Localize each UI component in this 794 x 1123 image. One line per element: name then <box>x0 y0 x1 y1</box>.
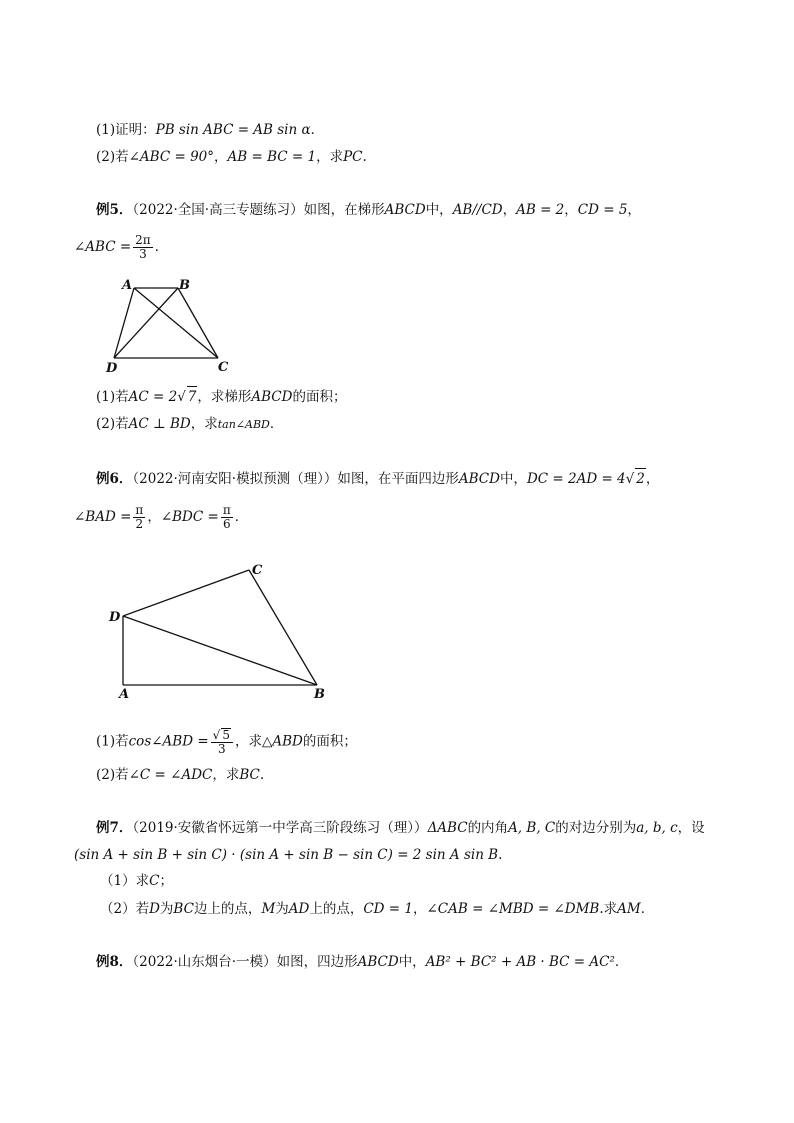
label-b: B <box>179 278 190 293</box>
edge-dc <box>123 570 249 616</box>
diag-db <box>123 616 317 685</box>
label-d: D <box>109 610 121 625</box>
p4-q1: (1)证明：PB sin ABC = AB sin α． <box>96 122 325 138</box>
edge-bc <box>178 288 218 358</box>
ex5-q1: (1)若AC = 2√ 7，求梯形ABCD的面积； <box>96 386 346 407</box>
edge-cb <box>249 570 317 685</box>
ex6-quadrilateral-figure <box>104 558 340 708</box>
ex8-line1: 例8．（2022·山东烟台·一模）如图，四边形ABCD中，AB² + BC² + AB · BC = AC²． <box>96 954 629 970</box>
p4-q2: (2)若∠ABC = 90°，AB = BC = 1，求PC. <box>96 149 367 165</box>
ex7-q2: （2）若D为BC边上的点，M为AD上的点，CD = 1，∠CAB = ∠MBD = ∠DMB.求AM． <box>100 901 655 917</box>
label-a: A <box>122 278 133 293</box>
ex5-fraction: $\frac{2\pi}{3}$ <box>135 233 151 261</box>
label-a: A <box>119 687 130 702</box>
ex6-tag: 例6． <box>96 471 133 487</box>
ex7-line1: 例7．（2019·安徽省怀远第一中学高三阶段练习（理））ΔABC的内角A, B, C的对边分别为a, b, c，设 <box>96 820 705 836</box>
ex5-line2: ∠ABC = $\frac{2\pi}{3}$ ． <box>74 233 169 261</box>
label-c: C <box>252 563 263 578</box>
ex5-line1: 例5．（2022·全国·高三专题练习）如图，在梯形ABCD中，AB//CD，AB = 2，CD = 5， <box>96 202 641 218</box>
ex6-q1-fraction: $\frac{√ 5}{3}$ <box>211 728 233 756</box>
label-b: B <box>314 687 325 702</box>
ex6-line1: 例6．（2022·河南安阳·模拟预测（理））如图，在平面四边形ABCD中，DC = 2AD = 4√ 2， <box>96 468 659 489</box>
ex5-trapezoid-figure <box>100 276 240 380</box>
ex6-line2: ∠BAD = $\frac{\pi}{2}$ ，∠BDC = $\frac{\pi}{6}$ ． <box>74 503 249 531</box>
ex6-fraction-2: $\frac{\pi}{6}$ <box>222 503 231 531</box>
ex5-q2: (2)若AC ⊥ BD，求tan∠ABD． <box>96 416 284 432</box>
ex6-q1: (1)若cos∠ABD = $\frac{√ 5}{3}$ ，求△ABD的面积； <box>96 728 357 756</box>
ex7-tag: 例7． <box>96 820 133 836</box>
ex6-fraction-1: $\frac{\pi}{2}$ <box>135 503 144 531</box>
ex5-tag: 例5． <box>96 202 133 218</box>
ex7-line2: (sin A + sin B + sin C) · (sin A + sin B − sin C) = 2 sin A sin B. <box>74 847 503 863</box>
label-c: C <box>218 360 229 375</box>
ex7-q1: （1）求C； <box>100 873 173 889</box>
label-d: D <box>106 361 118 376</box>
ex8-tag: 例8． <box>96 954 133 970</box>
ex6-q2: (2)若∠C = ∠ADC，求BC. <box>96 767 265 783</box>
